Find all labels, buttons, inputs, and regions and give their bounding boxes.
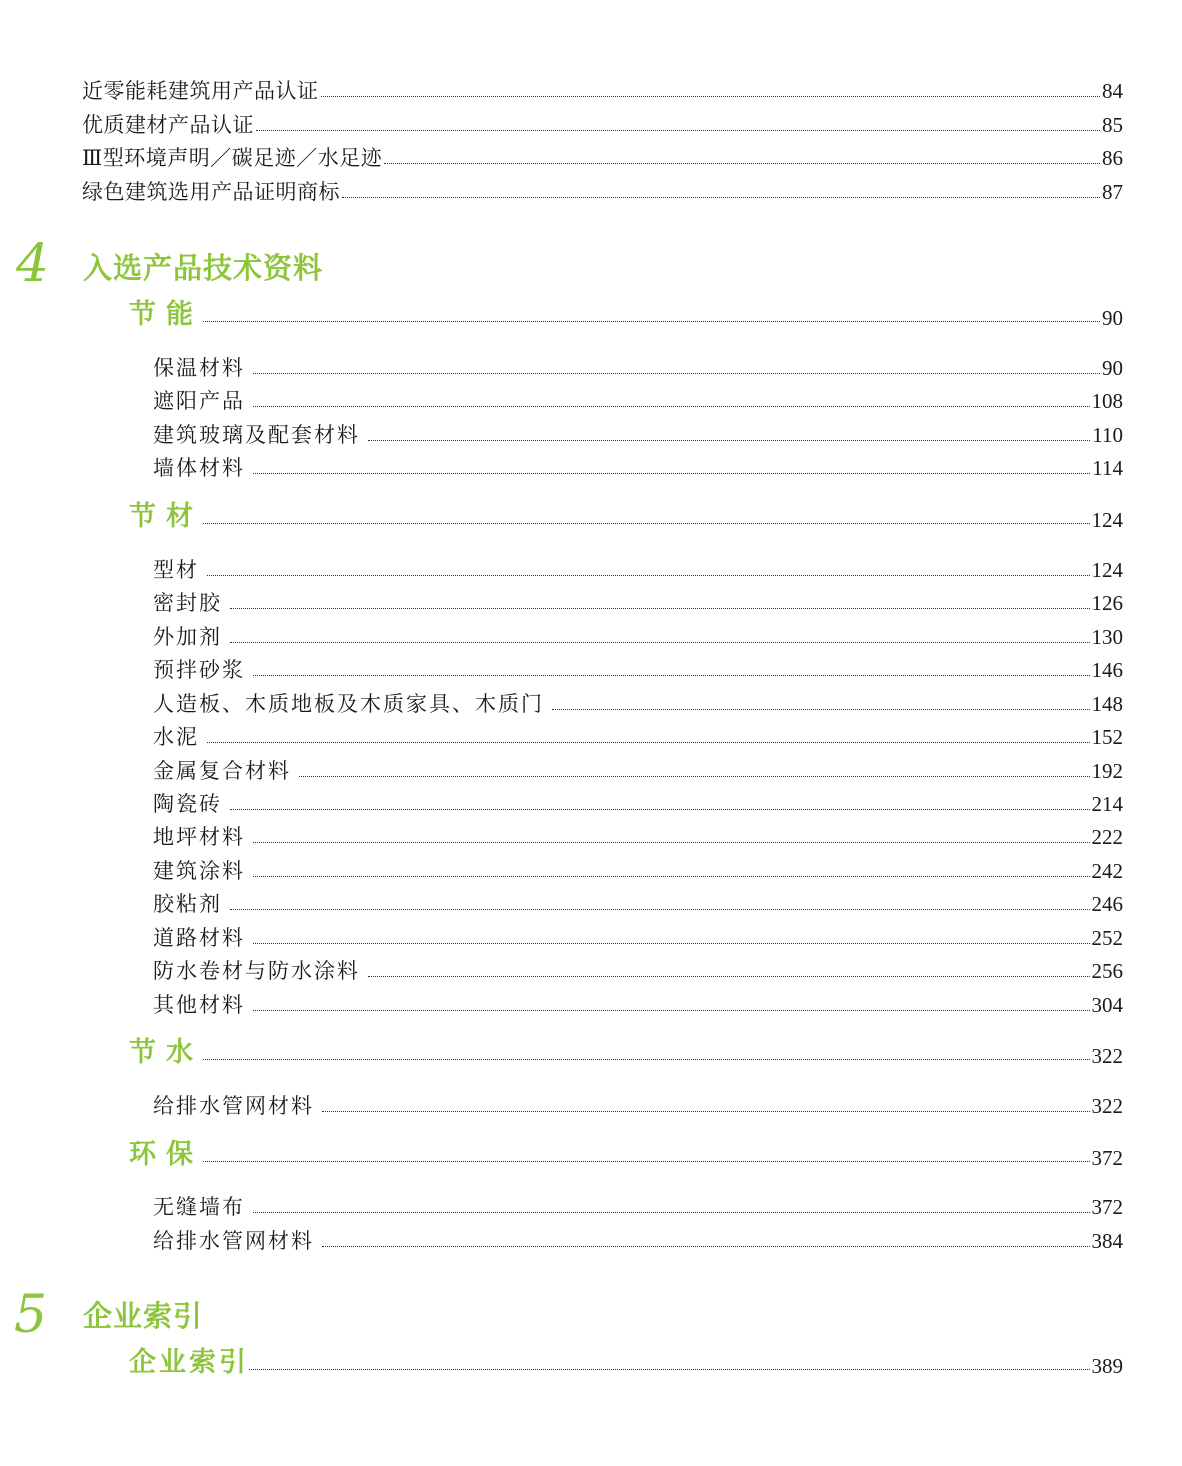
toc-entry-label: 无缝墙布 <box>153 1195 245 1219</box>
toc-entry-label: 保温材料 <box>153 356 245 380</box>
toc-group-heading[interactable] <box>129 1347 1123 1379</box>
toc-entry-label: 墙体材料 <box>153 456 245 480</box>
toc-entry-page: 256 <box>1091 959 1123 983</box>
toc-group-page: 90 <box>1102 306 1123 330</box>
toc-entry-page: 86 <box>1102 146 1123 170</box>
dot-leader <box>207 575 1090 576</box>
toc-entry-label: 其他材料 <box>153 993 245 1017</box>
toc-group-title: 节水 <box>129 1037 203 1068</box>
toc-entry-label: 金属复合材料 <box>153 759 291 783</box>
dot-leader <box>253 473 1090 474</box>
toc-group-title: 节材 <box>129 501 203 532</box>
toc-entry[interactable] <box>153 1228 1123 1254</box>
toc-entry[interactable] <box>153 724 1123 750</box>
toc-group-heading[interactable] <box>129 1139 1123 1171</box>
dot-leader <box>230 909 1090 910</box>
toc-entry[interactable] <box>153 355 1123 381</box>
toc-entry-page: 242 <box>1091 859 1123 883</box>
toc-entry-page: 126 <box>1091 591 1123 615</box>
dot-leader <box>253 373 1100 374</box>
dot-leader <box>322 1111 1090 1112</box>
dot-leader <box>368 440 1090 441</box>
dot-leader <box>253 842 1090 843</box>
section-number: 5 <box>14 1285 48 1345</box>
toc-entry-label: 陶瓷砖 <box>153 792 222 816</box>
toc-entry[interactable] <box>153 557 1123 583</box>
toc-group-heading[interactable] <box>129 299 1123 331</box>
toc-entry-page: 152 <box>1091 725 1123 749</box>
toc-entry-page: 84 <box>1102 79 1123 103</box>
toc-entry[interactable] <box>82 179 1123 205</box>
dot-leader <box>203 1161 1090 1162</box>
dot-leader <box>321 96 1101 97</box>
section-title: 入选产品技术资料 <box>83 251 324 285</box>
toc-entry-label: 水泥 <box>153 725 199 749</box>
toc-entry-label: 近零能耗建筑用产品认证 <box>82 79 319 103</box>
toc-entry-page: 87 <box>1102 180 1123 204</box>
toc-entry[interactable] <box>153 422 1123 448</box>
toc-entry-page: 214 <box>1091 792 1123 816</box>
dot-leader <box>203 523 1090 524</box>
toc-entry-label: 给排水管网材料 <box>153 1229 314 1253</box>
dot-leader <box>203 321 1100 322</box>
toc-entry-page: 222 <box>1091 825 1123 849</box>
toc-entry-page: 322 <box>1091 1094 1123 1118</box>
toc-entry[interactable] <box>153 824 1123 850</box>
toc-entry-page: 114 <box>1092 456 1123 480</box>
dot-leader <box>230 809 1090 810</box>
dot-leader <box>249 1369 1090 1370</box>
toc-entry-label: Ⅲ型环境声明／碳足迹／水足迹 <box>82 146 383 170</box>
toc-entry[interactable] <box>153 925 1123 951</box>
toc-entry-label: 地坪材料 <box>153 825 245 849</box>
toc-group-title: 企业索引 <box>129 1347 249 1378</box>
toc-entry[interactable] <box>153 992 1123 1018</box>
dot-leader <box>253 1212 1090 1213</box>
dot-leader <box>384 163 1100 164</box>
dot-leader <box>552 709 1090 710</box>
toc-entry-label: 给排水管网材料 <box>153 1094 314 1118</box>
toc-entry-page: 110 <box>1092 423 1123 447</box>
toc-entry-page: 192 <box>1091 759 1123 783</box>
toc-entry-label: 预拌砂浆 <box>153 658 245 682</box>
dot-leader <box>256 130 1100 131</box>
dot-leader <box>299 776 1090 777</box>
toc-entry-label: 建筑涂料 <box>153 859 245 883</box>
toc-entry-page: 372 <box>1091 1195 1123 1219</box>
toc-group-heading[interactable] <box>129 1037 1123 1069</box>
toc-entry-page: 384 <box>1091 1229 1123 1253</box>
dot-leader <box>253 876 1090 877</box>
toc-entry-page: 246 <box>1091 892 1123 916</box>
toc-entry-label: 密封胶 <box>153 591 222 615</box>
toc-group-title: 节能 <box>129 299 203 330</box>
dot-leader <box>253 675 1090 676</box>
toc-entry-page: 124 <box>1091 558 1123 582</box>
toc-entry-label: 型材 <box>153 558 199 582</box>
toc-entry[interactable] <box>153 1194 1123 1220</box>
toc-group-page: 322 <box>1091 1044 1123 1068</box>
dot-leader <box>342 197 1100 198</box>
toc-entry-page: 108 <box>1091 389 1123 413</box>
toc-entry-page: 148 <box>1091 692 1123 716</box>
toc-group-page: 124 <box>1091 508 1123 532</box>
toc-entry-label: 道路材料 <box>153 926 245 950</box>
toc-entry-label: 人造板、木质地板及木质家具、木质门 <box>153 692 544 716</box>
toc-entry-page: 252 <box>1091 926 1123 950</box>
toc-entry[interactable] <box>153 624 1123 650</box>
toc-entry[interactable] <box>153 657 1123 683</box>
dot-leader <box>230 608 1090 609</box>
toc-entry[interactable] <box>153 388 1123 414</box>
toc-entry[interactable] <box>153 958 1123 984</box>
toc-entry-page: 90 <box>1102 356 1123 380</box>
toc-entry[interactable] <box>153 455 1123 481</box>
toc-group-title: 环保 <box>129 1139 203 1170</box>
toc-entry-label: 优质建材产品认证 <box>82 113 254 137</box>
toc-entry-label: 胶粘剂 <box>153 892 222 916</box>
dot-leader <box>368 976 1090 977</box>
section-number: 4 <box>16 234 50 294</box>
dot-leader <box>322 1246 1090 1247</box>
dot-leader <box>253 943 1090 944</box>
toc-group-page: 389 <box>1091 1354 1123 1378</box>
dot-leader <box>253 1010 1090 1011</box>
toc-entry-page: 304 <box>1091 993 1123 1017</box>
toc-entry-page: 130 <box>1091 625 1123 649</box>
toc-entry[interactable] <box>153 1093 1123 1119</box>
toc-entry-page: 85 <box>1102 113 1123 137</box>
toc-entry-label: 外加剂 <box>153 625 222 649</box>
toc-entry[interactable] <box>153 891 1123 917</box>
dot-leader <box>253 406 1090 407</box>
toc-group-page: 372 <box>1091 1146 1123 1170</box>
toc-entry[interactable] <box>82 78 1123 104</box>
toc-entry-label: 遮阳产品 <box>153 389 245 413</box>
toc-entry[interactable] <box>153 590 1123 616</box>
section-title: 企业索引 <box>83 1299 204 1333</box>
toc-entry-label: 建筑玻璃及配套材料 <box>153 423 360 447</box>
toc-entry[interactable] <box>153 758 1123 784</box>
dot-leader <box>230 642 1090 643</box>
dot-leader <box>207 742 1090 743</box>
toc-entry[interactable] <box>153 691 1123 717</box>
toc-entry[interactable] <box>153 791 1123 817</box>
toc-entry-label: 绿色建筑选用产品证明商标 <box>82 180 340 204</box>
toc-entry[interactable] <box>82 145 1123 171</box>
toc-entry[interactable] <box>82 112 1123 138</box>
dot-leader <box>203 1059 1090 1060</box>
toc-entry[interactable] <box>153 858 1123 884</box>
toc-entry-label: 防水卷材与防水涂料 <box>153 959 360 983</box>
toc-group-heading[interactable] <box>129 501 1123 533</box>
toc-entry-page: 146 <box>1091 658 1123 682</box>
